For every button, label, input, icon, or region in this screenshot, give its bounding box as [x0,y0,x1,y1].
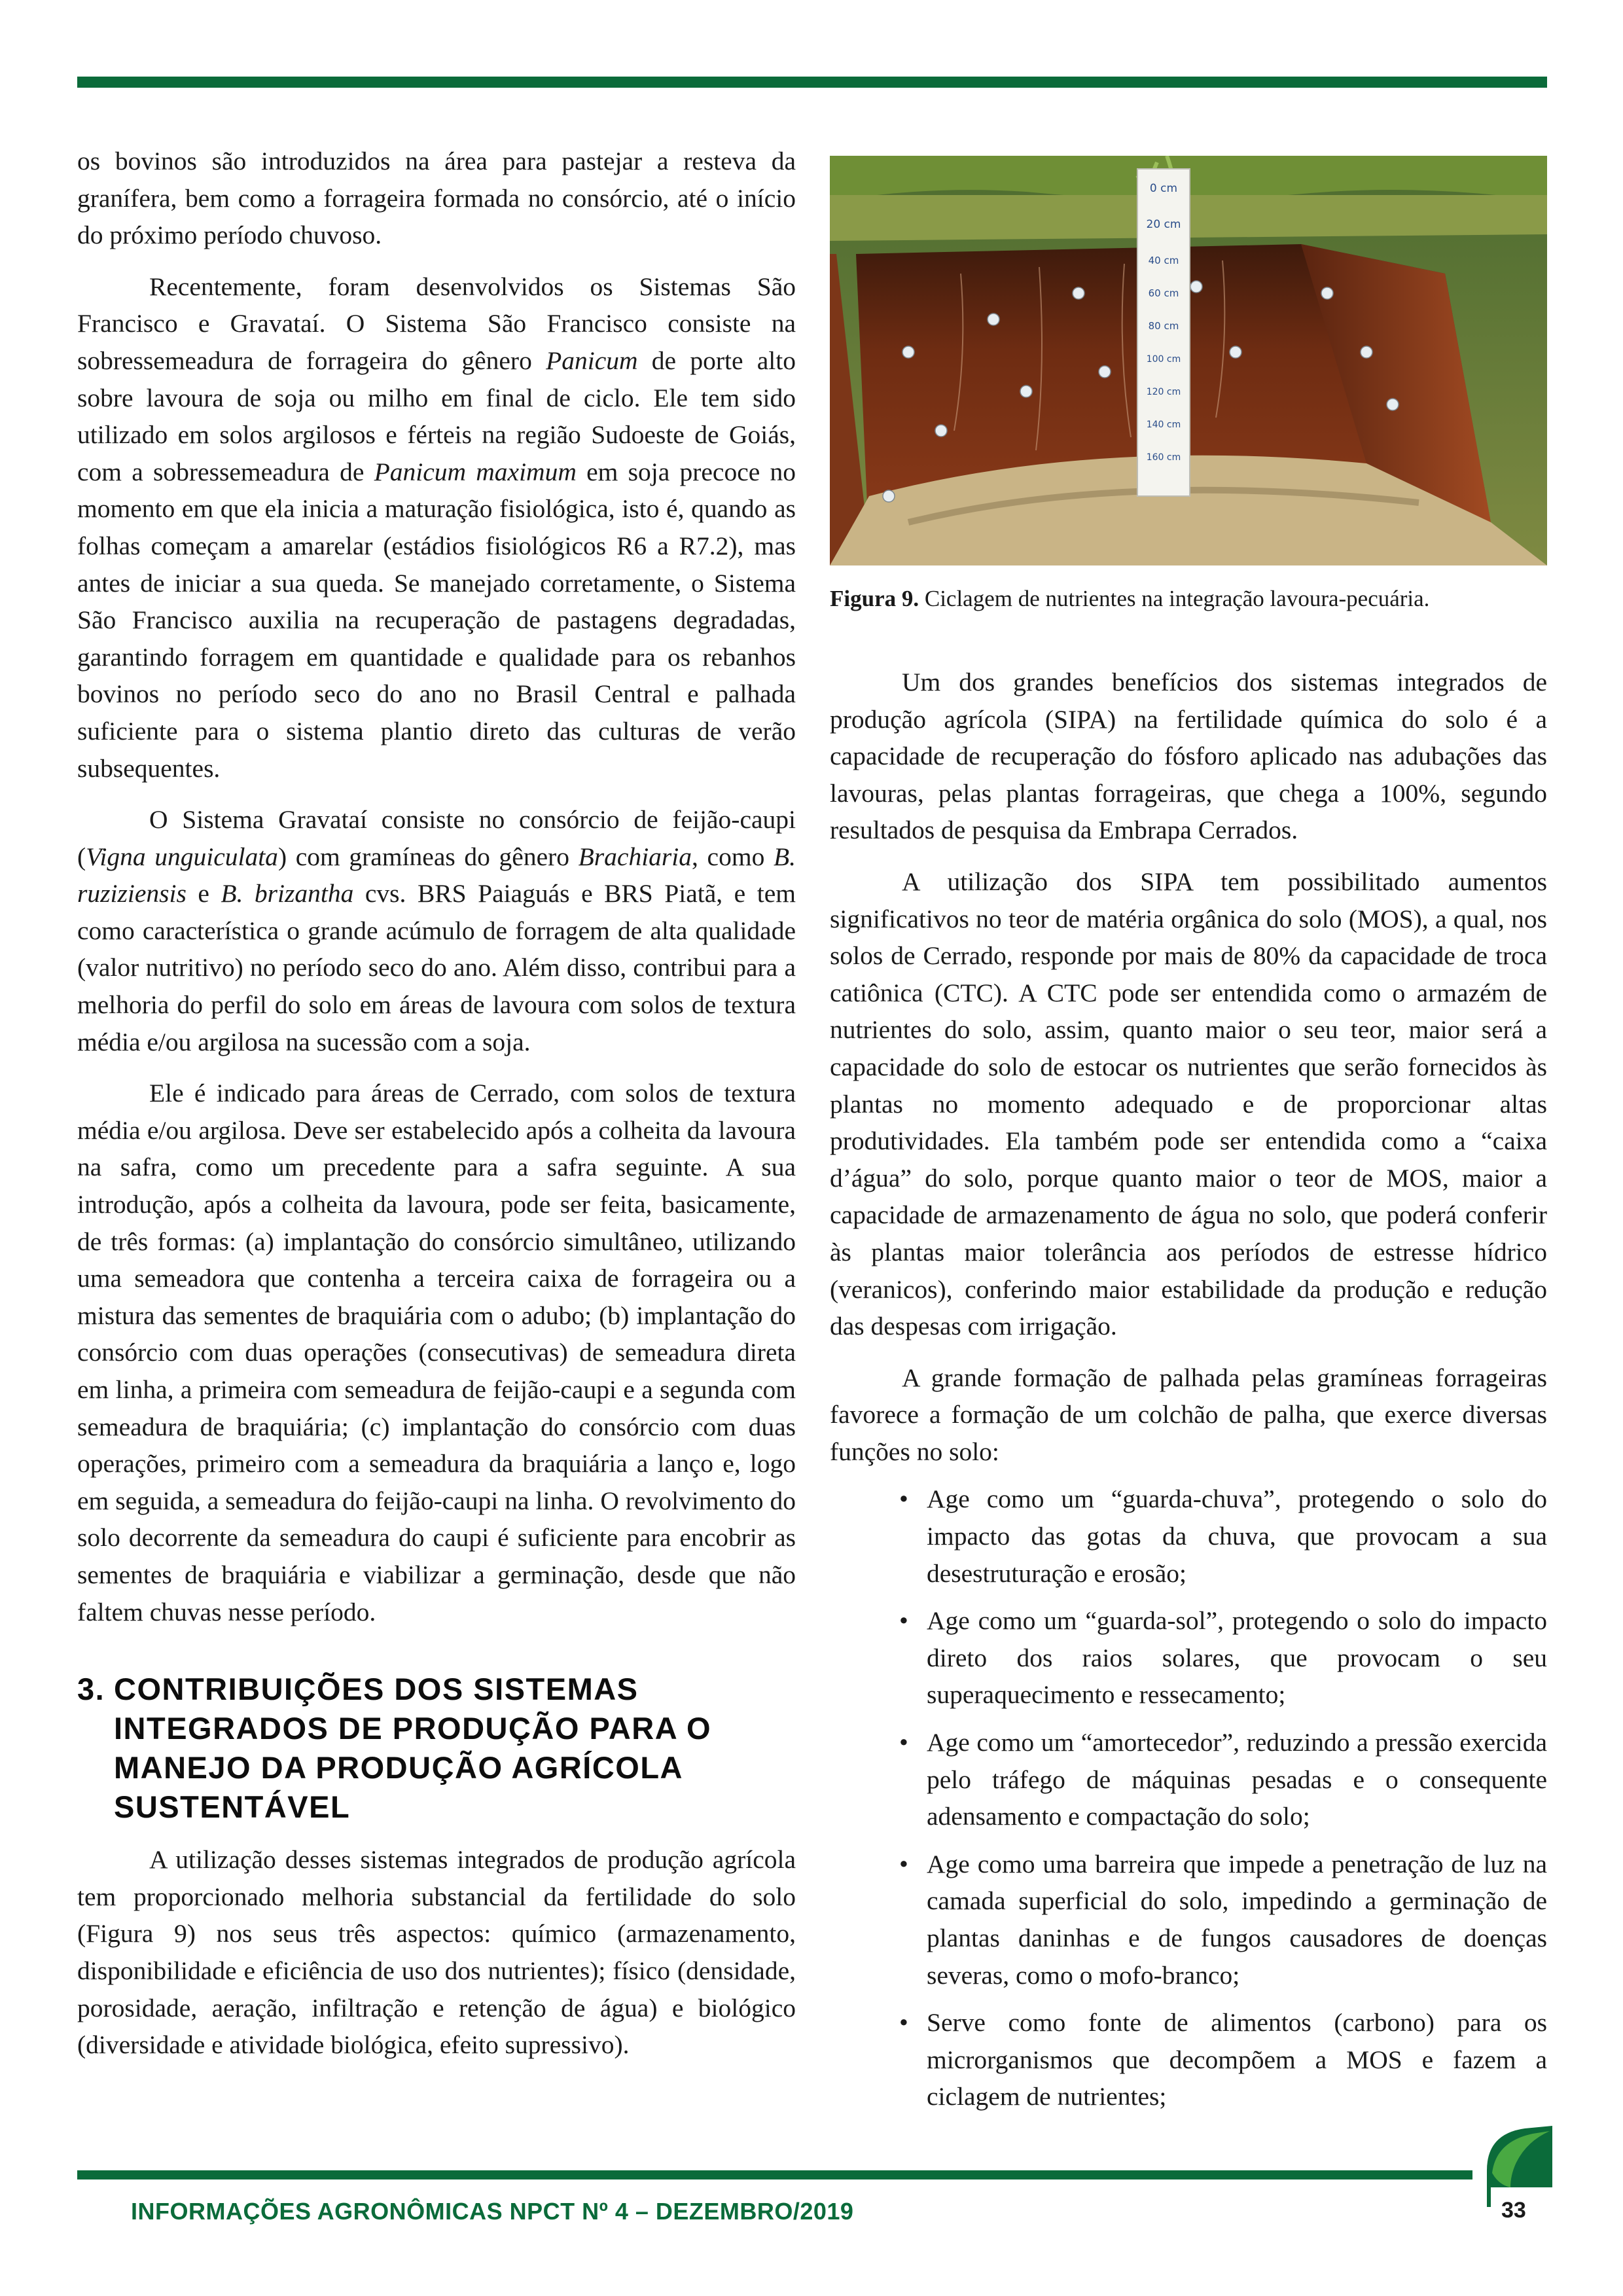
svg-text:120 cm: 120 cm [1146,387,1181,397]
paragraph-gravatai: O Sistema Gravataí consiste no consórcio de feijão-caupi (Vigna unguiculata) com gramíneas do gênero Brachiaria, como B. ruziziensis e B. brizantha cvs. BRS Paiaguás e BRS Piatã, e tem como característica o grande acúmulo de forragem de alta qualidade (valor nutritivo) no período seco do ano. Além disso, contribui para a melhoria do perfil do solo em áreas de lavoura com solos de textura média e/ou argilosa na sucessão com a soja. [77,805,796,1056]
svg-text:60 cm: 60 cm [1148,287,1179,299]
paragraph: A utilização dos SIPA tem possibilitado aumentos significativos no teor de matéria orgânica do solo (MOS), a qual, nos solos de Cerrado, responde por mais de 80% da capacidade de troca catiônica (CTC). A CTC pode ser entendida como o armazém de nutrientes do solo, assim, quanto maior o seu teor, maior será a capacidade do solo de estocar os nutrientes que serão fornecidos às plantas no momento adequado e de proporcionar altas produtividades. Ela também pode ser entendida como a “caixa d’água” do solo, porque quanto maior o teor de MOS, maior a capacidade de armazenamento de água no solo, que poderá conferir às plantas maior tolerância aos períodos de estresse hídrico (veranicos), conferindo maior estabilidade da produção e redução das despesas com irrigação. [830,867,1547,1341]
function-list [830,1480,1547,2115]
top-rule [77,77,1547,88]
svg-text:80 cm: 80 cm [1148,320,1179,332]
left-column [77,143,796,2064]
depth-scale [1137,169,1190,496]
svg-text:100 cm: 100 cm [1146,354,1181,365]
leaf-badge-icon [1484,2125,1555,2210]
bottom-rule [77,2170,1472,2179]
paragraph: A grande formação de palhada pelas gramíneas forrageiras favorece a formação de um colchão de palha, que exerce diversas funções no solo: [830,1363,1547,1466]
list-item: • Serve como fonte de alimentos (carbono) para os microrganismos que decompõem a MOS e fazem a ciclagem de nutrientes; [830,2004,1547,2115]
list-item: • Age como um “guarda-sol”, protegendo o solo do impacto direto dos raios solares, que provocam o seu superaquecimento e ressecamento; [830,1602,1547,1713]
paragraph: Ele é indicado para áreas de Cerrado, com solos de textura média e/ou argilosa. Deve ser estabelecido após a colheita da lavoura na safra, como um precedente para a safra seguinte. A sua introdução, após a colheita da lavoura, pode ser feita, basicamente, de três formas: (a) implantação do consórcio simultâneo, utilizando uma semeadora que contenha a terceira caixa de forrageira ou a mistura das sementes de braquiária com o adubo; (b) implantação do consórcio com duas operações (consecutivas) de semeadura direta em linha, a primeira com semeadura de feijão-caupi e a segunda com semeadura de braquiária; (c) implantação do consórcio com duas operações, primeiro com a semeadura da braquiária a lanço e, logo em seguida, a semeadura do feijão-caupi na linha. O revolvimento do solo decorrente da semeadura do caupi é suficiente para encobrir as sementes de braquiária e viabilizar a germinação, desde que não faltem chuvas nesse período. [77,1079,796,1626]
svg-text:40 cm: 40 cm [1148,255,1179,266]
paragraph: Um dos grandes benefícios dos sistemas integrados de produção agrícola (SIPA) na fertilidade química do solo é a capacidade de recuperação do fósforo aplicado nas adubações das lavouras, pelas plantas forrageiras, que chega a 100%, segundo resultados de pesquisa da Embrapa Cerrados. [830,668,1547,845]
page-number: 33 [1501,2198,1526,2223]
journal-footer: INFORMAÇÕES AGRONÔMICAS NPCT Nº 4 – DEZEMBRO/2019 [131,2198,854,2225]
soil-profile-photo [830,156,1547,565]
svg-text:0 cm: 0 cm [1149,182,1178,195]
paragraph-sao-francisco: Recentemente, foram desenvolvidos os Sistemas São Francisco e Gravataí. O Sistema São Francisco consiste na sobressemeadura de forrageira do gênero Panicum de porte alto sobre lavoura de soja ou milho em final de ciclo. Ele tem sido utilizado em solos argilosos e férteis na região Sudoeste de Goiás, com a sobressemeadura de Panicum maximum em soja precoce no momento em que ela inicia a maturação fisiológica, isto é, quando as folhas começam a amarelar (estádios fisiológicos R6 a R7.2), mas antes de iniciar a sua queda. Se manejado corretamente, o Sistema São Francisco auxilia na recuperação de pastagens degradadas, garantindo forragem em quantidade e qualidade para os rebanhos bovinos no período seco do ano no Brasil Central e palhada suficiente para o sistema plantio direto das culturas de verão subsequentes. [77,272,796,783]
list-item: • Age como uma barreira que impede a penetração de luz na camada superficial do solo, impedindo a germinação de plantas daninhas e de fungos causadores de doenças severas, como o mofo-branco; [830,1846,1547,1994]
paragraph: A utilização desses sistemas integrados de produção agrícola tem proporcionado melhoria substancial da fertilidade do solo (Figura 9) nos seus três aspectos: químico (armazenamento, disponibilidade e eficiência de uso dos nutrientes); físico (densidade, porosidade, aeração, infiltração e retenção de água) e biológico (diversidade e atividade biológica, efeito supressivo). [77,1845,796,2060]
svg-text:160 cm: 160 cm [1146,452,1181,463]
section-heading: 3. CONTRIBUIÇÕES DOS SISTEMAS INTEGRADOS DE PRODUÇÃO PARA O MANEJO DA PRODUÇÃO AGRÍCOLA SUSTENTÁVEL [77,1672,712,1825]
list-item: • Age como um “guarda-chuva”, protegendo o solo do impacto das gotas da chuva, que provocam a sua desestruturação e erosão; [830,1480,1547,1592]
right-column [830,143,1547,2115]
paragraph: os bovinos são introduzidos na área para pastejar a resteva da granífera, bem como a forrageira formada no consórcio, até o início do próximo período chuvoso. [77,147,796,250]
svg-text:20 cm: 20 cm [1146,218,1181,231]
figure-caption: Figura 9. Ciclagem de nutrientes na integração lavoura-pecuária. [830,586,1430,611]
svg-text:140 cm: 140 cm [1146,420,1181,430]
list-item: • Age como um “amortecedor”, reduzindo a pressão exercida pelo tráfego de máquinas pesadas e o consequente adensamento e compactação do solo; [830,1724,1547,1835]
